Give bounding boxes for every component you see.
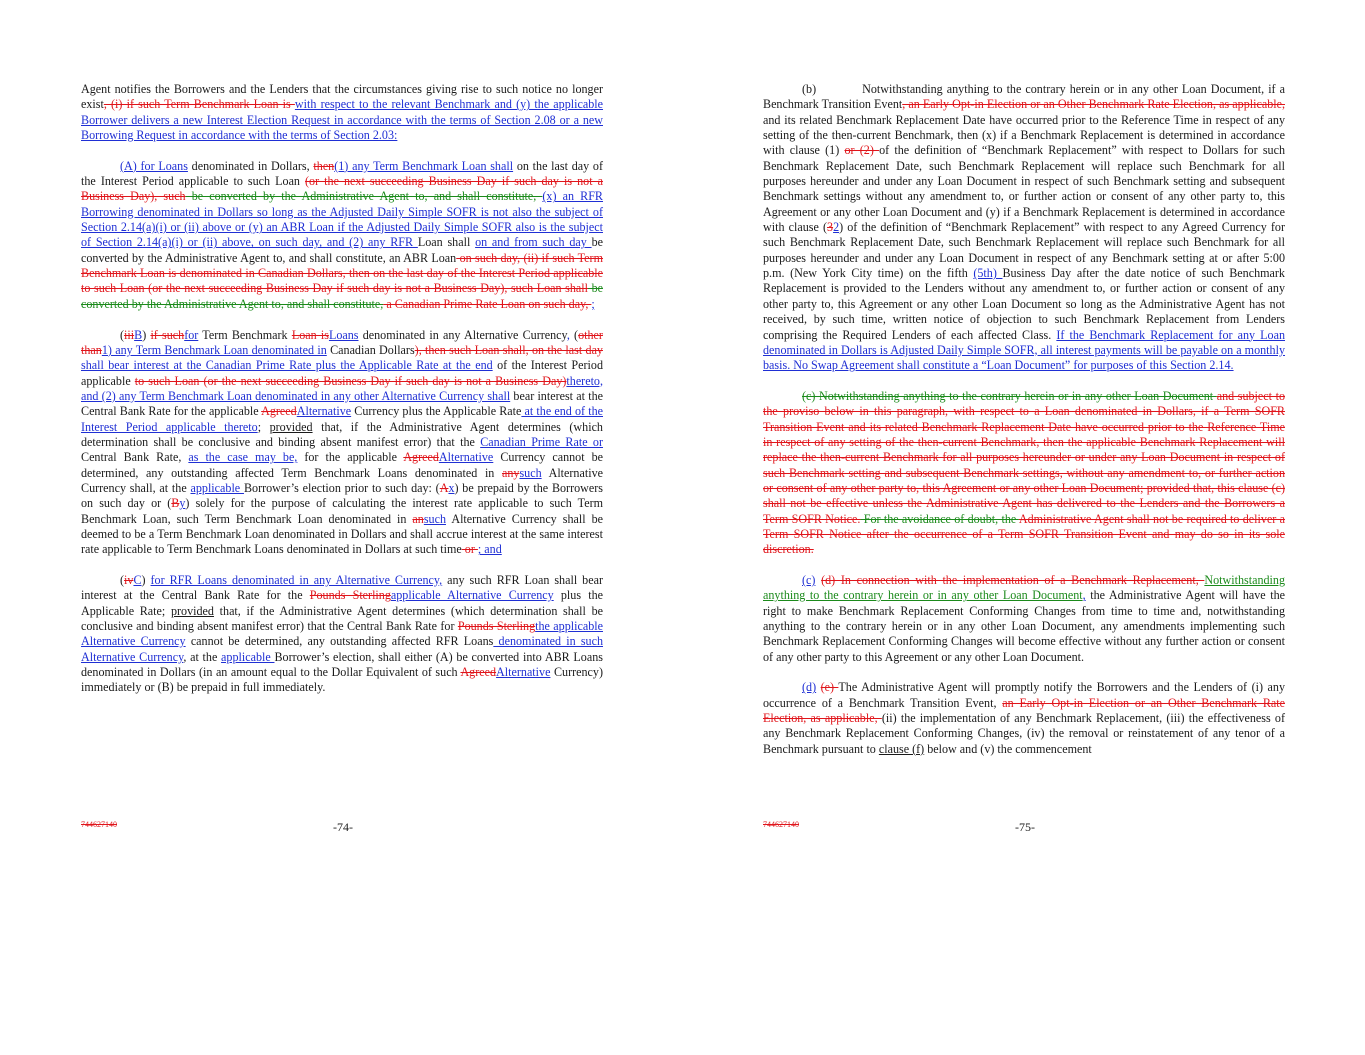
text-run: of the Interest Period applicable	[81, 358, 604, 388]
paragraph-b-benchmark-transition	[763, 82, 1285, 374]
inserted-text: (5th)	[973, 266, 1003, 281]
text-run: , at the	[183, 649, 222, 664]
deleted-text: if such	[150, 327, 185, 342]
deleted-text: ), then such Loan shall, on the last day	[414, 342, 603, 357]
inserted-text: Loans	[328, 327, 359, 342]
paragraph-c-conforming-changes	[763, 573, 1285, 665]
inserted-text: Alternative	[438, 450, 494, 465]
deleted-text: (e)	[820, 680, 839, 695]
text-run: any such RFR Loan shall bear interest at the Central Bank Rate for the	[81, 573, 603, 603]
moved-text: be converted by the Administrative Agent to, and shall constitute,	[185, 189, 543, 204]
text-run: cannot be determined, any outstanding affected RFR Loans	[185, 634, 494, 649]
paragraph-d-notices	[763, 680, 1285, 757]
document-id: 744627140	[81, 820, 117, 829]
text-run: (b)	[802, 82, 817, 96]
deleted-text: a Canadian Prime Rate Loan on such day,	[383, 296, 592, 311]
text-run: Loan shall	[417, 235, 476, 250]
deleted-text: on such day, (ii) if such Term Benchmark Loan is denominated in Canadian Dollars, then on the last day of the Interest Period applicable to such Loan (or the next succeeding Business Day if such day is not a Business Day), such Loan shall	[81, 250, 603, 296]
text-run: (	[120, 573, 125, 587]
deleted-text: or	[461, 542, 478, 557]
moved-text: For the avoidance of doubt, the	[860, 511, 1019, 526]
text-run: be converted by the Administrative Agent to, and shall constitute, an ABR Loan	[81, 235, 604, 265]
text-run: Borrower’s election, shall either (A) be converted into ABR Loans denominated in Dollars (in an amount equal to the Dollar Equivalent of such	[81, 649, 603, 680]
deleted-text: 3	[827, 220, 834, 235]
underlined-text: provided	[269, 419, 313, 434]
inserted-text: 2	[833, 220, 840, 235]
text-run: plus the Applicable Rate;	[81, 588, 603, 618]
inserted-text: denominated in such Alternative Currency	[81, 634, 603, 664]
text-run: on the last day of the Interest Period applicable to such Loan	[81, 158, 603, 189]
inserted-text: at the end of the Interest Period applicable thereto	[81, 404, 603, 434]
text-run: Currency cannot be determined, any outstanding affected Term Benchmark Loans denominated in	[81, 450, 604, 480]
deleted-text: , (i) if such Term Benchmark Loan is	[103, 97, 295, 112]
page-number: -74-	[333, 820, 353, 834]
inserted-text: x	[448, 480, 455, 495]
inserted-text: Alternative	[296, 404, 352, 419]
deleted-text: iv	[124, 573, 134, 587]
text-run: Business Day after the date notice of such Benchmark Replacement is provided to the Lenders without any amendment to, or further action or consent of any other party to, this Agreement or any other Loan Document so long as the Administrative Agent has not received, by such time, written notice of objection to such Benchmark Replacement from Lenders comprising the Required Lenders of each affected Class.	[763, 266, 1285, 342]
inserted-text: ; and	[477, 542, 502, 557]
deleted-text: Administrative Agent shall not be required to deliver a Term SOFR Notice after the occurrence of a Term SOFR Transition Event and may do so in its sole discretion.	[763, 511, 1285, 557]
inserted-text: C	[133, 573, 142, 587]
page-75	[763, 82, 1285, 757]
inserted-text: (c)	[802, 573, 816, 587]
deleted-text: any	[501, 465, 520, 480]
inserted-text: (1) any Term Benchmark Loan shall	[334, 158, 514, 173]
text-run: )	[141, 573, 151, 587]
paragraph-c-rfr-loans	[81, 573, 603, 696]
inserted-text: for	[184, 327, 199, 342]
text-run: Alternative Currency shall be deemed to be a Term Benchmark Loan denominated in Dollars and shall accrue interest at the same interest rate applicable to Term Benchmark Loans denominated in Dollars at such time	[81, 511, 603, 557]
text-run: ) be prepaid by the Borrowers on such day or (	[81, 480, 603, 511]
deleted-text: and subject to the proviso below in this paragraph, with respect to a Loan denominated in Dollars, if a Term SOFR Transition Event and its related Benchmark Replacement Date have occurred prior to the Reference Time in respect of any setting of the then-current Benchmark, then the applicable Benchmark Replacement will replace the then-current Benchmark for all purposes hereunder or under any Loan Document in respect of such Benchmark setting and subsequent Benchmark settings, without any amendment to, or further action or consent of any other party to, this Agreement or any other Loan Document; provided that, this clause (c) shall not be effective unless the Administrative Agent has delivered to the Lenders and the Borrowers a Term SOFR Notice.	[763, 388, 1285, 526]
text-run: )	[142, 327, 151, 342]
inserted-text: ,	[566, 327, 570, 342]
paragraph-c-deleted-term-sofr	[763, 389, 1285, 558]
inserted-text: (A) for Loans	[120, 158, 188, 173]
inserted-text: 1) any Term Benchmark Loan denominated in	[101, 342, 327, 357]
inserted-text: ,	[1082, 588, 1086, 603]
underlined-text: clause (f)	[878, 741, 925, 756]
deleted-text: an	[412, 511, 424, 526]
text-run: (ii) the implementation of any Benchmark Replacement, (iii) the effectiveness of any Benchmark Replacement Conforming Changes, (iv) the removal or reinstatement of any tenor of a Benchmark pursuant to	[763, 711, 1285, 756]
page-74	[81, 82, 603, 711]
inserted-text: applicable Alternative Currency	[390, 588, 554, 603]
moved-text: be converted by the Administrative Agent to, and shall constitute,	[81, 281, 603, 311]
document-id: 744627140	[763, 820, 799, 829]
deleted-text: Agreed	[261, 404, 297, 419]
inserted-text: (d)	[802, 680, 817, 695]
text-run: bear interest at the Central Bank Rate for the applicable	[81, 388, 603, 419]
text-run: denominated in Dollars,	[187, 158, 314, 173]
text-run: and its related Benchmark Replacement Date have occurred prior to the Reference Time in respect of any setting of the then-current Benchmark, then (x) if a Benchmark Replacement is determined in accordance with clause (1)	[763, 112, 1285, 158]
deleted-text: Pounds Sterling	[309, 588, 391, 603]
text-run: for the applicable	[297, 450, 404, 465]
inserted-text: Canadian Prime Rate or	[480, 434, 603, 449]
text-run: the Administrative Agent will have the right to make Benchmark Replacement Conforming Changes from time to time and, notwithstanding anything to the contrary herein or in any other Loan Document, any amendments implementing such Benchmark Replacement Conforming Changes will become effective without any further action or consent of any other party to this Agreement or any other Loan Document.	[763, 588, 1285, 664]
inserted-text: shall bear interest at the Canadian Prime Rate plus the Applicable Rate at the end	[81, 358, 493, 373]
inserted-text: the applicable Alternative Currency	[81, 619, 603, 649]
text-run: Notwithstanding anything to the contrary herein or in any other Loan Document, if a Benchmark Transition Event	[763, 82, 1285, 112]
deleted-text: (d) In connection with the implementation of a Benchmark Replacement,	[821, 573, 1205, 587]
deleted-text: iii	[124, 327, 135, 342]
paragraph-agent-notifies	[81, 82, 603, 143]
deleted-text: to such Loan (or the next succeeding Business Day if such day is not a Business Day)	[134, 373, 567, 388]
deleted-text: Loan is	[291, 327, 329, 342]
text-run: Currency plus the Applicable Rate	[351, 404, 522, 419]
deleted-text: or (2)	[844, 143, 880, 158]
underlined-text: provided	[170, 603, 214, 618]
text-run: that, if the Administrative Agent determines (which determination shall be conclusive and binding absent manifest error) that the Central Bank Rate for	[81, 603, 603, 634]
text-run: of the definition of “Benchmark Replacement” with respect to Dollars for such Benchmark Replacement Date, such Benchmark Replacement will replace such Benchmark for all purposes hereunder and under any Loan Document in respect of such Benchmark setting and subsequent Benchmark settings without any amendment to, or further action or consent of any other party to, this Agreement or any other Loan Document and (y) if a Benchmark Replacement is determined in accordance with clause (	[763, 143, 1285, 235]
inserted-text: on and from such day	[475, 235, 592, 250]
text-run: (	[120, 327, 125, 342]
inserted-text: thereto, and (2) any Term Benchmark Loan denominated in any other Alternative Currency shall	[81, 373, 604, 403]
text-run: ;	[257, 419, 270, 434]
deleted-text: an Early Opt-in Election or an Other Benchmark Rate Election, as applicable,	[763, 695, 1285, 726]
inserted-text: with respect to the relevant Benchmark and (y) the applicable Borrower delivers a new Interest Election Request in accordance with the terms of Section 2.08 or a new Borrowing Request in accordance with the terms of Section 2.03:	[81, 97, 603, 143]
text-run: (	[569, 327, 579, 342]
text-run: The Administrative Agent will promptly notify the Borrowers and the Lenders of (i) any occurrence of a Benchmark Transition Event,	[763, 680, 1285, 710]
paragraph-b-term-benchmark-alternative-currency	[81, 328, 603, 558]
text-run: denominated in any Alternative Currency	[358, 327, 567, 342]
deleted-text: , an Early Opt-in Election or an Other Benchmark Rate Election, as applicable,	[902, 97, 1285, 112]
inserted-text: y	[179, 496, 186, 511]
inserted-text: for RFR Loans denominated in any Alternative Currency,	[150, 573, 443, 587]
text-run: Canadian Dollars	[326, 342, 415, 357]
inserted-text: applicable	[221, 649, 275, 664]
inserted-text: B	[134, 327, 143, 342]
text-run: Agent notifies the Borrowers and the Lenders that the circumstances giving rise to such notice no longer exist	[81, 82, 603, 112]
paragraph-a-loans-dollars	[81, 159, 603, 312]
inserted-text: Alternative	[496, 665, 551, 680]
text-run: Currency) immediately or (B) be prepaid in full immediately.	[81, 665, 603, 695]
inserted-text: (x) an RFR Borrowing denominated in Dollars so long as the Adjusted Daily Simple SOFR is not also the subject of Section 2.14(a)(i) or (ii) above or (y) an ABR Loan if the Adjusted Daily Simple SOFR also is the subject of Section 2.14(a)(i) or (ii) above, on such day, and (2) any RFR	[81, 189, 603, 250]
moved-inserted-text: Notwithstanding anything to the contrary herein or in any other Loan Document	[763, 573, 1285, 603]
inserted-text: such	[519, 465, 542, 480]
deleted-text: other than	[81, 327, 603, 357]
text-run: Central Bank Rate,	[81, 450, 189, 465]
text-run: Term Benchmark	[198, 327, 292, 342]
text-run: below and (v) the commencement	[924, 741, 1092, 756]
deleted-text: A	[439, 480, 449, 495]
text-run: ) solely for the purpose of calculating the interest rate applicable to such Term Benchmark Loan, such Term Benchmark Loan denominated in	[81, 496, 604, 526]
deleted-text: Agreed	[403, 450, 439, 465]
inserted-text: ;	[591, 296, 595, 311]
moved-text: (c) Notwithstanding anything to the contrary herein or in any other Loan Document	[802, 388, 1217, 403]
deleted-text: (or the next succeeding Business Day if such day is not a Business Day), such	[81, 174, 603, 204]
text-run: Borrower’s election prior to such day: (	[243, 480, 440, 495]
inserted-text: applicable	[190, 480, 244, 495]
text-run: that, if the Administrative Agent determines (which determination shall be conclusive and binding absent manifest error) that the	[81, 419, 603, 449]
inserted-text: If the Benchmark Replacement for any Loan denominated in Dollars is Adjusted Daily Simple SOFR, all interest payments will be payable on a monthly basis. No Swap Agreement shall constitute a “Loan Document” for purposes of this Section 2.14.	[763, 327, 1286, 373]
inserted-text: such	[423, 511, 446, 526]
page-number: -75-	[1015, 820, 1035, 834]
deleted-text: B	[171, 496, 180, 511]
deleted-text: Pounds Sterling	[457, 619, 536, 634]
deleted-text: then	[313, 158, 335, 173]
text-run: ) of the definition of “Benchmark Replacement” with respect to any Agreed Currency for such Benchmark Replacement Date, such Benchmark Replacement will replace such Benchmark for all purposes hereunder and under any Loan Document in respect of any Benchmark setting at or after 5:00 p.m. (New York City time) on the fifth	[763, 220, 1285, 281]
deleted-text: Agreed	[460, 665, 497, 680]
text-run: Alternative Currency shall, at the	[81, 465, 603, 495]
inserted-text: as the case may be,	[188, 450, 298, 465]
